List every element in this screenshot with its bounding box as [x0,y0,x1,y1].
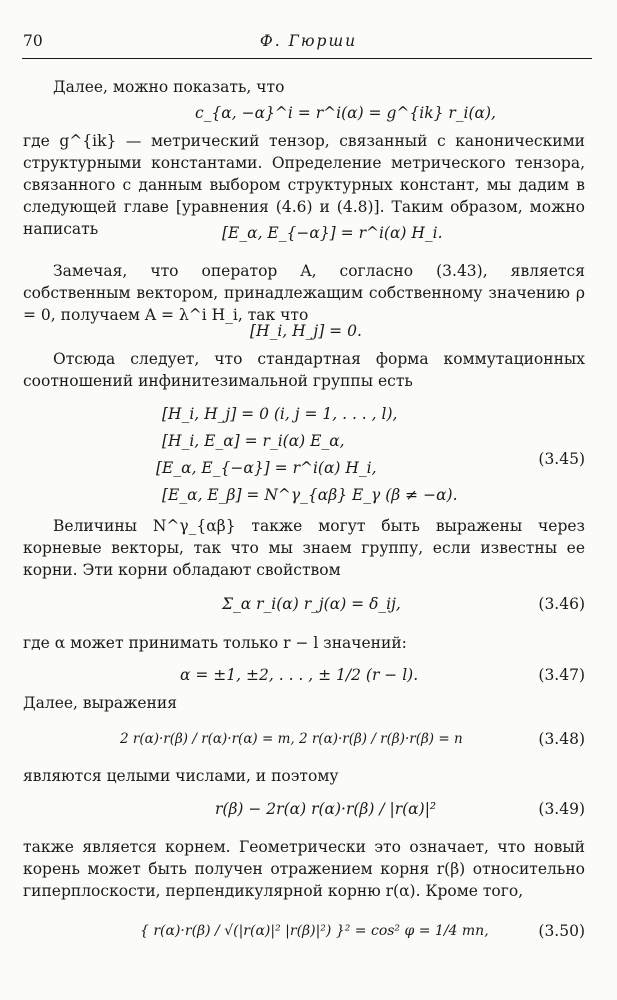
page-number: 70 [23,32,43,50]
equation-2: [E_α, E_{−α}] = r^i(α) H_i. [222,224,443,242]
equation-number-3-49: (3.49) [538,800,585,818]
equation-3: [H_i, H_j] = 0. [250,322,362,340]
para-9: также является корнем. Геометрически это означает, что новый корень может быть получен отражением корня r(β) относительно гиперплоскости, перпендикулярной корню r(α). Кроме того, [23,838,585,900]
equation-3-47: α = ±1, ±2, . . . , ± 1/2 (r − l). [180,666,419,684]
equation-3-45-line-2: [H_i, E_α] = r_i(α) E_α, [162,432,345,450]
equation-3-48: 2 r(α)·r(β) / r(α)·r(α) = m, 2 r(α)·r(β) / r(β)·r(β) = n [120,731,463,747]
equation-1: c_{α, −α}^i = r^i(α) = g^{ik} r_i(α), [195,104,496,122]
equation-number-3-47: (3.47) [538,666,585,684]
equation-3-49: r(β) − 2r(α) r(α)·r(β) / |r(α)|² [215,800,437,818]
para-7: Далее, выражения [23,694,177,712]
equation-number-3-45: (3.45) [538,450,585,468]
equation-3-45-line-1: [H_i, H_j] = 0 (i, j = 1, . . . , l), [162,405,398,423]
para-6: где α может принимать только r − l значений: [23,634,407,652]
para-8: являются целыми числами, и поэтому [23,767,339,785]
equation-number-3-48: (3.48) [538,730,585,748]
equation-3-45-line-3: [E_α, E_{−α}] = r^i(α) H_i, [156,459,377,477]
header-rule [22,58,592,59]
equation-3-46: Σ_α r_i(α) r_j(α) = δ_ij, [222,595,401,613]
para-1: Далее, можно показать, что [53,78,285,96]
para-4: Отсюда следует, что стандартная форма коммутационных соотношений инфинитезимальной группы есть [23,350,585,390]
para-5: Величины N^γ_{αβ} также могут быть выражены через корневые векторы, так что мы знаем группу, если известны ее корни. Эти корни обладают свойством [23,517,585,579]
equation-3-45-line-4: [E_α, E_β] = N^γ_{αβ} E_γ (β ≠ −α). [162,486,458,504]
equation-3-50: { r(α)·r(β) / √(|r(α)|² |r(β)|²) }² = cos² φ = 1/4 mn, [140,923,489,939]
running-title: Ф. Гюрши [259,32,358,50]
para-2: где g^{ik} — метрический тензор, связанный с каноническими структурными константами. Определение метрического тензора, связанного с данным выбором структурных констант, мы дадим в следующей главе [уравнения (4.6) и (4.8)]. Таким образом, можно написать [23,132,585,238]
equation-number-3-50: (3.50) [538,922,585,940]
equation-number-3-46: (3.46) [538,595,585,613]
running-header [23,30,594,52]
para-3: Замечая, что оператор A, согласно (3.43), является собственным вектором, принадлежащим собственному значению ρ = 0, получаем A = λ^i H_i, так что [23,262,585,324]
